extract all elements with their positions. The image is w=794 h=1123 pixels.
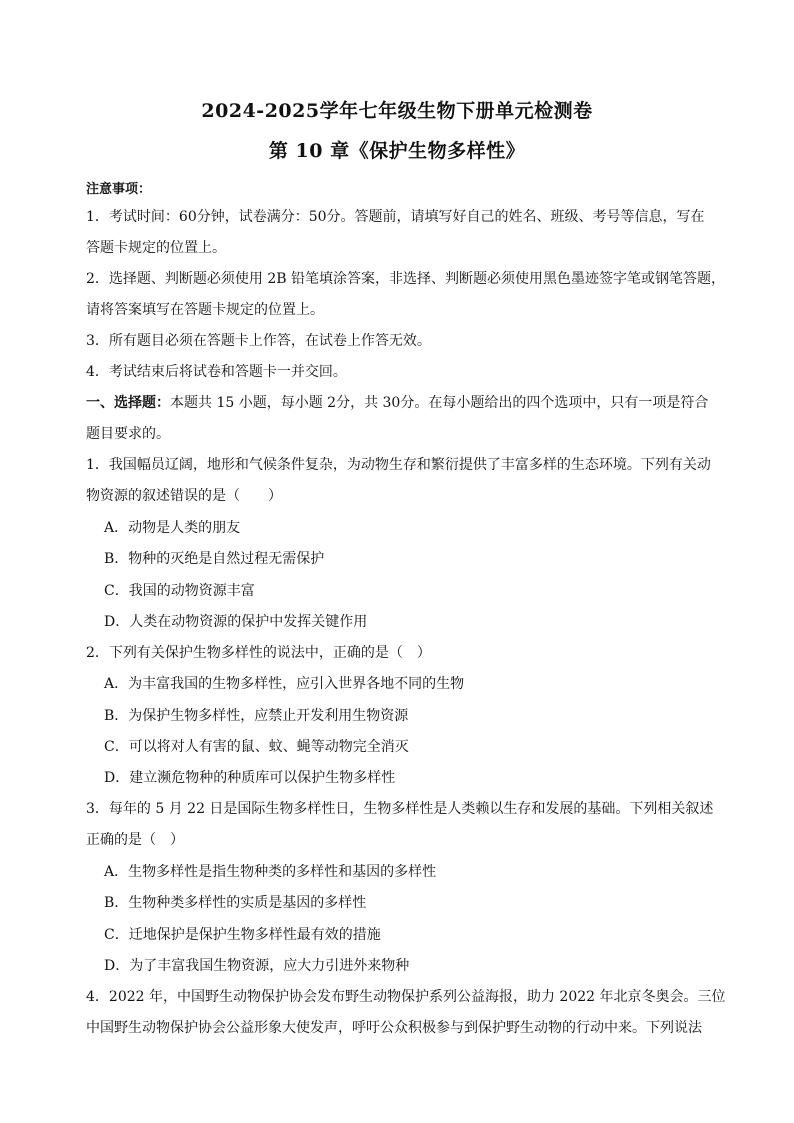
question-4-stem-line-1: 4．2022 年，中国野生动物保护协会发布野生动物保护系列公益海报，助力 2022 年北京冬奥会。三位 <box>86 989 726 1005</box>
question-1-option-c: C．我国的动物资源丰富 <box>104 583 255 599</box>
chapter-title: 第 10 章《保护生物多样性》 <box>268 140 526 162</box>
section-line-1 <box>86 392 708 412</box>
question-3-option-d: D．为了丰富我国生物资源，应大力引进外来物种 <box>104 958 410 974</box>
notice-4: 4．考试结束后将试卷和答题卡一并交回。 <box>86 364 347 380</box>
question-2-option-c: C．可以将对人有害的鼠、蚊、蝇等动物完全消灭 <box>104 739 409 755</box>
question-1-stem-line-1: 1．我国幅员辽阔，地形和气候条件复杂，为动物生存和繁衍提供了丰富多样的生态环境。下列有关动 <box>86 457 711 473</box>
section-instructions: 本题共 15 小题，每小题 2分，共 30分。在每小题给出的四个选项中，只有一项是符合 <box>170 395 709 411</box>
section-heading: 一、选择题： <box>86 395 170 411</box>
notice-2-line-1: 2．选择题、判断题必须使用 2B 铅笔填涂答案，非选择、判断题必须使用黑色墨迹签字笔或钢笔答题， <box>86 271 726 287</box>
question-1-stem-line-2: 物资源的叙述错误的是（ ） <box>86 488 282 504</box>
notice-2-line-2: 请将答案填写在答题卡规定的位置上。 <box>86 302 324 318</box>
question-2-option-a: A．为丰富我国的生物多样性，应引入世界各地不同的生物 <box>104 676 465 692</box>
notice-3: 3．所有题目必须在答题卡上作答，在试卷上作答无效。 <box>86 333 431 349</box>
question-3-stem-line-2: 正确的是（ ） <box>86 832 184 848</box>
question-1-option-b: B．物种的灭绝是自然过程无需保护 <box>104 551 325 567</box>
question-2-option-d: D．建立濒危物种的种质库可以保护生物多样性 <box>104 770 396 786</box>
question-1-option-a: A．动物是人类的朋友 <box>104 520 241 536</box>
question-3-option-b: B．生物种类多样性的实质是基因的多样性 <box>104 895 367 911</box>
notice-heading: 注意事项： <box>86 182 152 197</box>
question-3-option-a: A．生物多样性是指生物种类的多样性和基因的多样性 <box>104 864 437 880</box>
question-2-option-b: B．为保护生物多样性，应禁止开发利用生物资源 <box>104 708 409 724</box>
section-line-2: 题目要求的。 <box>86 426 170 442</box>
question-3-option-c: C．迁地保护是保护生物多样性最有效的措施 <box>104 927 381 943</box>
question-2-stem: 2．下列有关保护生物多样性的说法中，正确的是（ ） <box>86 645 431 661</box>
notice-1-line-1: 1．考试时间：60分钟，试卷满分：50分。答题前，请填写好自己的姓名、班级、考号等信息，写在 <box>86 209 705 225</box>
question-4-stem-line-2: 中国野生动物保护协会公益形象大使发声，呼吁公众积极参与到保护野生动物的行动中来。下列说法 <box>86 1020 702 1036</box>
notice-1-line-2: 答题卡规定的位置上。 <box>86 240 226 256</box>
page-title: 2024-2025学年七年级生物下册单元检测卷 <box>201 100 593 122</box>
question-1-option-d: D．人类在动物资源的保护中发挥关键作用 <box>104 614 368 630</box>
question-3-stem-line-1: 3．每年的 5 月 22 日是国际生物多样性日，生物多样性是人类赖以生存和发展的基础。下列相关叙述 <box>86 801 714 817</box>
